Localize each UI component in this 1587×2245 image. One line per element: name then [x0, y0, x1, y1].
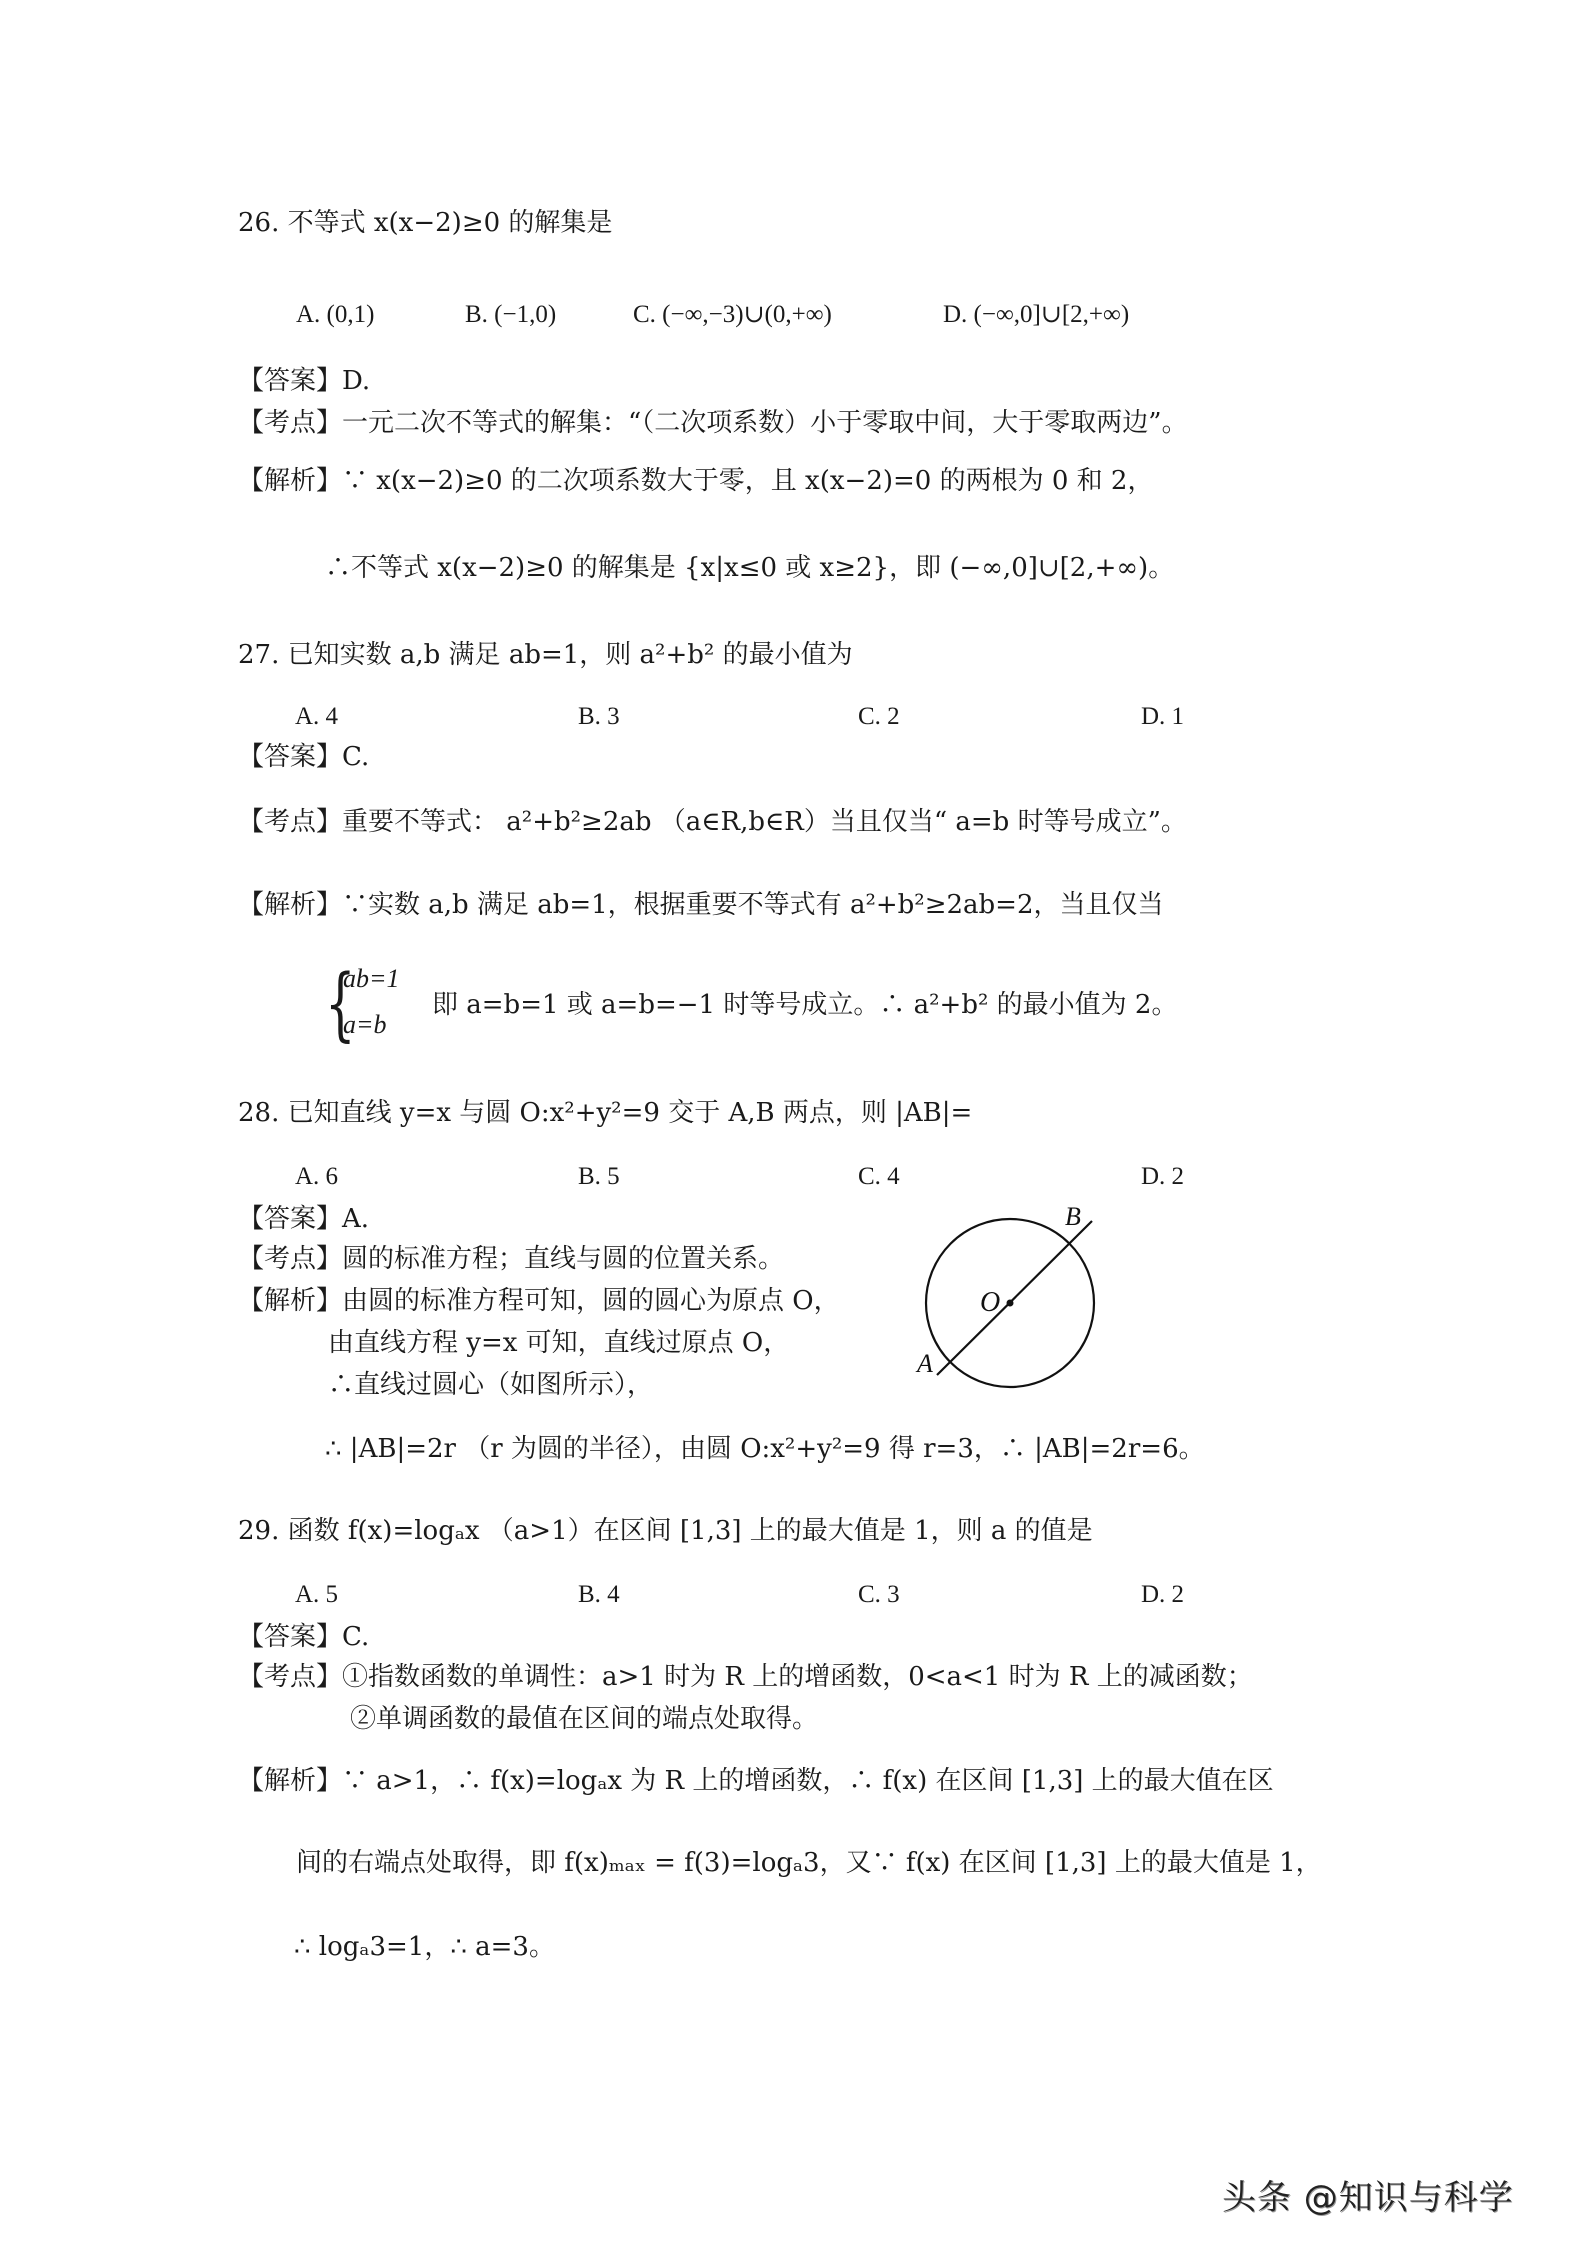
q29-option-d: D. 2 [1141, 1581, 1185, 1608]
q28-option-d: D. 2 [1141, 1163, 1185, 1190]
q29-point-2: ②单调函数的最值在区间的端点处取得。 [350, 1704, 819, 1734]
q27-analysis-1: 【解析】∵实数 a,b 满足 ab=1，根据重要不等式有 a²+b²≥2ab=2，当且仅当 [238, 890, 1164, 920]
q29-point-1: 【考点】①指数函数的单调性：a>1 时为 R 上的增函数，0<a<1 时为 R 上的减函数； [238, 1662, 1253, 1692]
q28-analysis-3: ∴直线过圆心（如图所示）， [328, 1370, 654, 1400]
q29-option-b: B. 4 [578, 1581, 620, 1608]
label-b: B [1065, 1202, 1081, 1231]
q29-analysis-3: ∴ logₐ3=1，∴ a=3。 [294, 1932, 555, 1962]
q28-option-c: C. 4 [858, 1163, 900, 1190]
q28-point: 【考点】圆的标准方程；直线与圆的位置关系。 [238, 1244, 785, 1274]
q26-answer: 【答案】D. [238, 366, 371, 396]
q26-stem: 26. 不等式 x(x−2)≥0 的解集是 [238, 208, 613, 238]
q26-option-c: C. (−∞,−3)∪(0,+∞) [633, 301, 832, 328]
q28-analysis-1: 【解析】由圆的标准方程可知，圆的圆心为原点 O， [238, 1286, 840, 1316]
q27-stem: 27. 已知实数 a,b 满足 ab=1，则 a²+b² 的最小值为 [238, 640, 853, 670]
q28-option-b: B. 5 [578, 1163, 620, 1190]
watermark: 头条 @知识与科学 [1222, 2178, 1514, 2218]
q28-option-a: A. 6 [295, 1163, 339, 1190]
circle-line-diagram [900, 1190, 1140, 1410]
center-point-icon [1007, 1300, 1014, 1307]
q27-option-b: B. 3 [578, 703, 620, 730]
line-y-equals-x [937, 1221, 1092, 1375]
q27-option-c: C. 2 [858, 703, 900, 730]
label-a: A [917, 1349, 933, 1378]
q26-option-b: B. (−1,0) [465, 301, 557, 328]
q27-option-d: D. 1 [1141, 703, 1185, 730]
q28-analysis-2: 由直线方程 y=x 可知，直线过原点 O， [328, 1328, 790, 1358]
left-brace-icon: { [325, 957, 356, 1050]
q26-analysis-2: ∴不等式 x(x−2)≥0 的解集是 {x|x≤0 或 x≥2}，即 (−∞,0]∪[2,+∞)。 [325, 553, 1175, 583]
q28-stem: 28. 已知直线 y=x 与圆 O:x²+y²=9 交于 A,B 两点，则 |AB|= [238, 1098, 973, 1128]
q26-option-d: D. (−∞,0]∪[2,+∞) [943, 301, 1130, 328]
q28-analysis-4: ∴ |AB|=2r （r 为圆的半径），由圆 O:x²+y²=9 得 r=3，∴ |AB|=2r=6。 [325, 1434, 1205, 1464]
q27-point: 【考点】重要不等式： a²+b²≥2ab （a∈R,b∈R）当且仅当“ a=b 时等号成立”。 [238, 807, 1187, 837]
q26-point: 【考点】一元二次不等式的解集：“（二次项系数）小于零取中间，大于零取两边”。 [238, 408, 1188, 438]
q27-equation-system [325, 957, 405, 1050]
q29-answer: 【答案】C. [238, 1622, 370, 1652]
q27-system-eq1: ab=1 [343, 964, 400, 993]
q27-option-a: A. 4 [295, 703, 339, 730]
q29-analysis-2: 间的右端点处取得，即 f(x)ₘₐₓ = f(3)=logₐ3，又∵ f(x) 在区间 [1,3] 上的最大值是 1， [296, 1848, 1322, 1878]
q26-analysis-1: 【解析】∵ x(x−2)≥0 的二次项系数大于零，且 x(x−2)=0 的两根为 0 和 2， [238, 466, 1154, 496]
q29-option-c: C. 3 [858, 1581, 900, 1608]
q27-system-eq2: a=b [343, 1010, 387, 1039]
q29-option-a: A. 5 [295, 1581, 339, 1608]
q29-stem: 29. 函数 f(x)=logₐx （a>1）在区间 [1,3] 上的最大值是 1，则 a 的值是 [238, 1516, 1093, 1546]
q26-option-a: A. (0,1) [296, 301, 375, 328]
q28-answer: 【答案】A. [238, 1204, 370, 1234]
q27-analysis-2: 即 a=b=1 或 a=b=−1 时等号成立。∴ a²+b² 的最小值为 2。 [432, 990, 1178, 1020]
q27-answer: 【答案】C. [238, 742, 370, 772]
label-o: O [980, 1287, 1001, 1318]
q29-analysis-1: 【解析】∵ a>1，∴ f(x)=logₐx 为 R 上的增函数，∴ f(x) 在区间 [1,3] 上的最大值在区 [238, 1766, 1274, 1796]
